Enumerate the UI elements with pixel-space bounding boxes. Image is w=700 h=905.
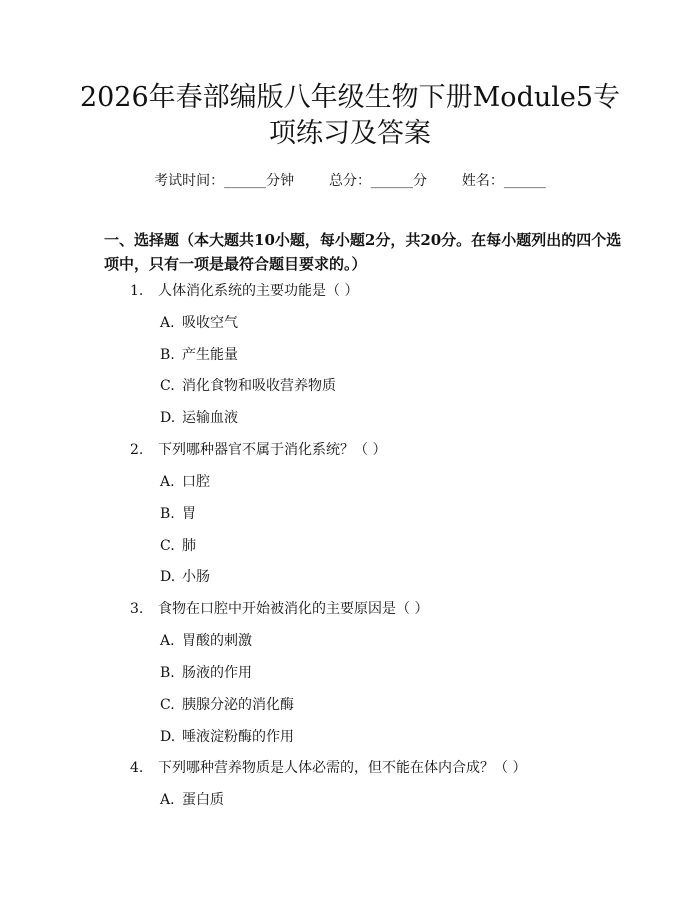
option-1a xyxy=(160,313,238,333)
document-title xyxy=(60,80,640,152)
title-line-1: 2026年春部编版八年级生物下册Module5专 xyxy=(79,82,621,113)
section-heading: 一、选择题（本大题共10小题，每小题2分，共20分。在每小题列出的四个选项中，只有一项是最符合题目要求的。） xyxy=(104,231,622,273)
option-2a xyxy=(160,472,210,492)
option-text: 肠液的作用 xyxy=(182,665,252,681)
score-blank: ______ xyxy=(371,173,413,189)
option-text: 口腔 xyxy=(182,474,210,490)
score-unit: 分 xyxy=(413,173,427,189)
time-blank: ______ xyxy=(224,173,267,189)
option-3c xyxy=(160,695,294,715)
option-letter: D. xyxy=(160,410,176,426)
option-text: 小肠 xyxy=(182,569,210,585)
option-text: 蛋白质 xyxy=(182,792,224,808)
option-1b xyxy=(160,345,238,365)
option-1c xyxy=(160,376,336,396)
question-number: 1. xyxy=(130,283,144,299)
option-text: 消化食物和吸收营养物质 xyxy=(182,378,336,394)
option-1d xyxy=(160,408,238,428)
option-3b xyxy=(160,663,252,683)
option-letter: A. xyxy=(160,792,175,808)
option-letter: A. xyxy=(160,315,175,331)
question-3 xyxy=(130,599,428,619)
option-2b xyxy=(160,504,196,524)
score-label: 总分： xyxy=(329,173,371,189)
option-letter: C. xyxy=(160,538,175,554)
option-letter: C. xyxy=(160,697,175,713)
question-text: 食物在口腔中开始被消化的主要原因是（ ） xyxy=(158,601,429,617)
option-text: 肺 xyxy=(182,538,196,554)
question-4 xyxy=(130,758,526,778)
time-label: 考试时间： xyxy=(154,173,225,189)
option-2c xyxy=(160,536,196,556)
option-3a xyxy=(160,631,252,651)
option-text: 胃 xyxy=(182,506,196,522)
question-number: 2. xyxy=(130,442,144,458)
question-number: 4. xyxy=(130,760,144,776)
option-letter: A. xyxy=(160,633,175,649)
option-letter: B. xyxy=(160,506,175,522)
name-label: 姓名： xyxy=(461,173,504,189)
question-2 xyxy=(130,440,386,460)
question-1 xyxy=(130,281,358,301)
option-letter: B. xyxy=(160,347,175,363)
option-text: 胰腺分泌的消化酶 xyxy=(182,697,294,713)
time-unit: 分钟 xyxy=(266,173,295,189)
option-text: 胃酸的刺激 xyxy=(182,633,252,649)
title-line-2: 项练习及答案 xyxy=(269,118,431,149)
option-letter: B. xyxy=(160,665,175,681)
option-letter: C. xyxy=(160,378,175,394)
question-text: 下列哪种营养物质是人体必需的，但不能在体内合成？（ ） xyxy=(158,760,527,776)
option-letter: A. xyxy=(160,474,175,490)
question-number: 3. xyxy=(130,601,144,617)
option-text: 产生能量 xyxy=(182,347,238,363)
question-text: 人体消化系统的主要功能是（ ） xyxy=(158,283,359,299)
exam-meta xyxy=(0,170,700,190)
option-letter: D. xyxy=(160,569,176,585)
option-text: 吸收空气 xyxy=(182,315,238,331)
question-text: 下列哪种器官不属于消化系统？（ ） xyxy=(158,442,387,458)
option-3d xyxy=(160,727,294,747)
option-text: 唾液淀粉酶的作用 xyxy=(182,729,294,745)
name-blank: ______ xyxy=(503,173,546,189)
option-text: 运输血液 xyxy=(182,410,238,426)
option-2d xyxy=(160,567,210,587)
option-4a xyxy=(160,790,224,810)
option-letter: D. xyxy=(160,729,176,745)
